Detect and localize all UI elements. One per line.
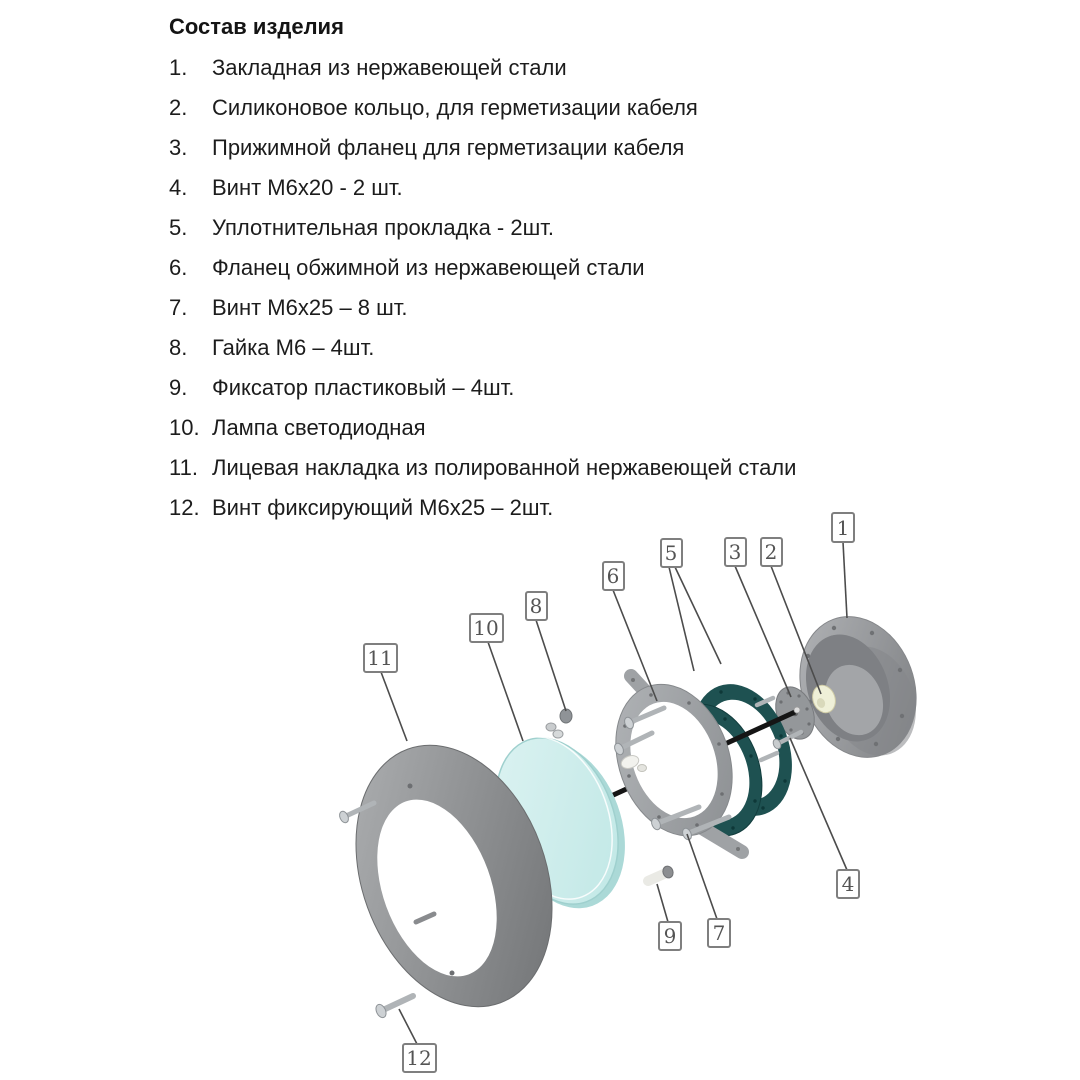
flange-bottom-arm-hole	[736, 847, 740, 851]
callout-label: 3	[728, 540, 742, 564]
leader-7	[687, 834, 717, 919]
item-text: Силиконовое кольцо, для герметизации кабеля	[212, 95, 698, 120]
callout-label: 6	[606, 564, 620, 588]
leader-11	[381, 672, 407, 741]
item-text: Лицевая накладка из полированной нержавеющей стали	[212, 455, 797, 480]
callout-7	[708, 919, 730, 947]
part-fixing-screw	[374, 996, 413, 1019]
washer	[546, 723, 556, 731]
callout-label: 11	[367, 646, 393, 670]
callout-4	[837, 870, 859, 898]
hardware-nut-washers	[546, 709, 572, 738]
item-number: 3.	[169, 135, 188, 160]
leader-1	[843, 542, 847, 618]
callout-8	[526, 592, 547, 620]
item-number: 2.	[169, 95, 188, 120]
callout-label: 10	[473, 616, 499, 640]
item-text: Винт М6х25 – 8 шт.	[212, 295, 408, 320]
callout-5	[661, 539, 682, 567]
callout-9	[659, 922, 681, 950]
item-text: Прижимной фланец для герметизации кабеля	[212, 135, 685, 160]
callout-label: 8	[529, 594, 543, 618]
callout-label: 12	[406, 1046, 432, 1070]
item-number: 4.	[169, 175, 188, 200]
leader-9	[657, 884, 668, 922]
leader-3	[735, 566, 791, 697]
section-title: Состав изделия	[169, 14, 344, 39]
callout-6	[603, 562, 624, 590]
callout-2	[761, 538, 782, 566]
nut-m6	[560, 709, 572, 723]
leader-8	[536, 620, 566, 711]
callout-label: 4	[841, 872, 855, 896]
callout-10	[470, 614, 503, 642]
leader-12	[399, 1009, 417, 1044]
callout-12	[403, 1044, 436, 1072]
callout-1	[832, 513, 854, 542]
callout-label: 5	[664, 541, 678, 565]
leader-4	[790, 738, 847, 870]
item-number: 7.	[169, 295, 188, 320]
callout-label: 1	[836, 516, 850, 540]
item-text: Винт фиксирующий М6х25 – 2шт.	[212, 495, 554, 520]
item-number: 10.	[169, 415, 200, 440]
flange-top-arm-hole	[631, 678, 635, 682]
item-number: 11.	[169, 455, 198, 480]
item-text: Фланец обжимной из нержавеющей стали	[212, 255, 645, 280]
item-number: 9.	[169, 375, 188, 400]
callout-3	[725, 538, 746, 566]
rod-tip	[794, 707, 800, 713]
leader-5b	[675, 567, 721, 664]
item-number: 8.	[169, 335, 188, 360]
callout-label: 9	[663, 924, 677, 948]
item-text: Закладная из нержавеющей стали	[212, 55, 567, 80]
item-number: 6.	[169, 255, 188, 280]
callout-label: 7	[712, 921, 726, 945]
callout-11	[364, 644, 397, 672]
leader-5a	[669, 567, 694, 671]
part-niche-body	[781, 600, 935, 774]
item-text: Лампа светодиодная	[212, 415, 426, 440]
item-number: 12.	[169, 495, 200, 520]
callout-label: 2	[764, 540, 778, 564]
item-number: 5.	[169, 215, 188, 240]
fixator	[648, 865, 675, 881]
leader-10	[488, 642, 523, 741]
item-text: Винт М6х20 - 2 шт.	[212, 175, 403, 200]
leader-2	[771, 566, 821, 694]
washer	[553, 730, 563, 738]
item-text: Фиксатор пластиковый – 4шт.	[212, 375, 515, 400]
item-text: Уплотнительная прокладка - 2шт.	[212, 215, 554, 240]
item-number: 1.	[169, 55, 188, 80]
item-text: Гайка М6 – 4шт.	[212, 335, 375, 360]
